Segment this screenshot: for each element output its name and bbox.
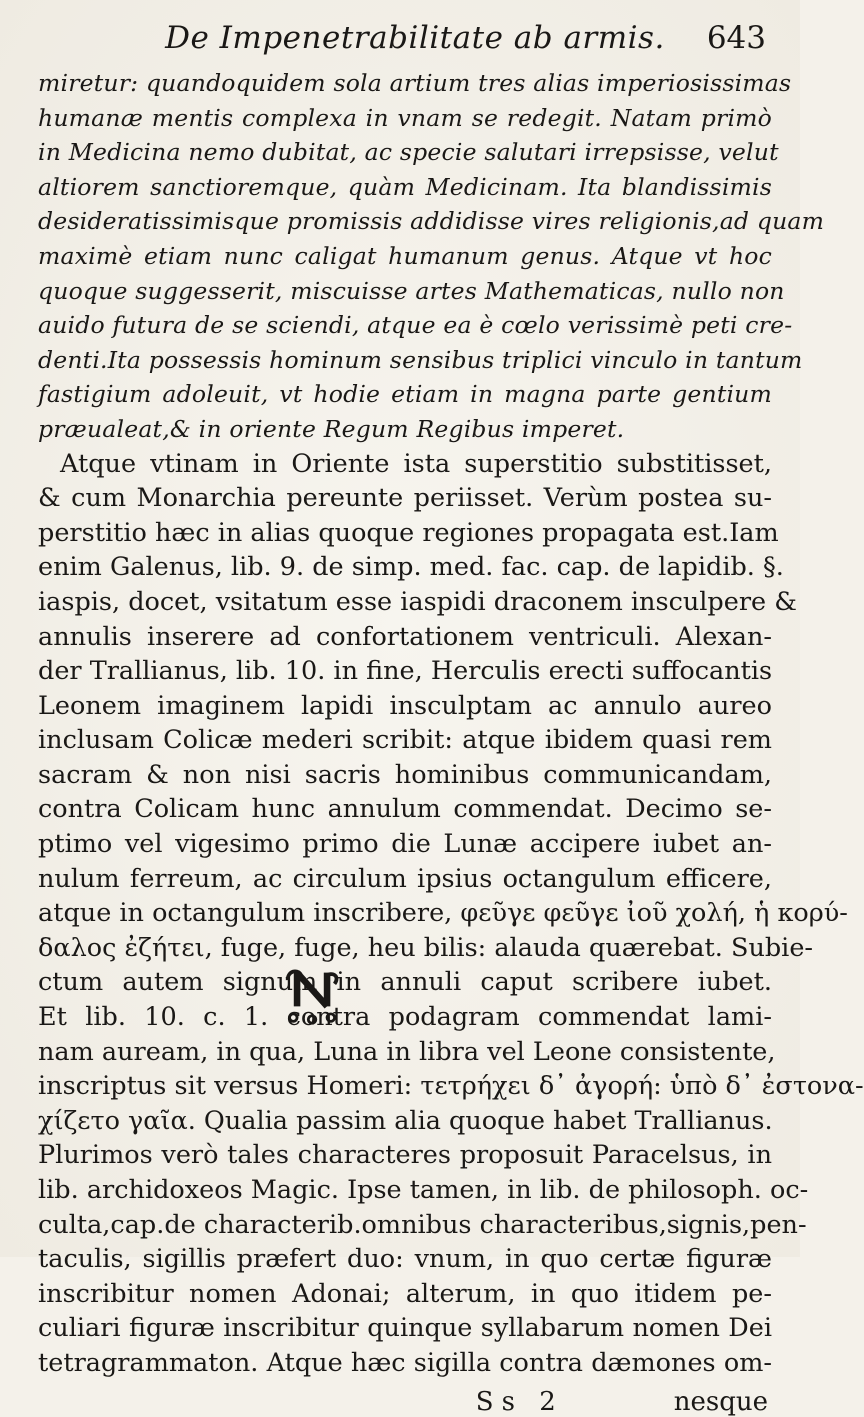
page-number: 643 xyxy=(706,20,766,56)
text-line: enim Galenus, lib. 9. de simp. med. fac. cap. de lapidib. §. xyxy=(38,552,784,583)
text-line: inclusam Colicæ mederi scribit: atque ibidem quasi rem xyxy=(38,725,772,756)
text-line: culiari figuræ inscribitur quinque syllabarum nomen Dei xyxy=(38,1313,772,1344)
text-line: ptimo vel vigesimo primo die Lunæ accipere iubet an- xyxy=(38,829,772,860)
text-line: Leonem imaginem lapidi insculptam ac annulo aureo xyxy=(38,690,772,721)
text-line: tetragrammaton. Atque hæc sigilla contra dæmones om- xyxy=(38,1347,772,1378)
text-line: fastigium adoleuit, vt hodie etiam in magna parte gentium xyxy=(38,380,772,409)
text-line: inscribitur nomen Adonai; alterum, in quo itidem pe- xyxy=(38,1278,772,1309)
text-line: contra Colicam hunc annulum commendat. Decimo se- xyxy=(38,794,772,825)
text-line: maximè etiam nunc caligat humanum genus. Atque vt hoc xyxy=(38,241,772,270)
text-line: Et lib. 10. c. 1. contra podagram commendat lami- xyxy=(38,1002,772,1033)
text-line: in Medicina nemo dubitat, ac specie salutari irrepsisse, velut xyxy=(38,138,779,167)
text-line: humanæ mentis complexa in vnam se redegit. Natam primò xyxy=(38,103,772,132)
text-line: denti.Ita possessis hominum sensibus triplici vinculo in tantum xyxy=(38,345,803,374)
text-line: annulis inserere ad confortationem ventriculi. Alexan- xyxy=(38,621,772,652)
text-line: inscriptus sit versus Homeri: τετρήχει δ᾽ ἀγορή: ὑπὸ δ᾽ ἐστονα- xyxy=(38,1071,864,1102)
page-footer xyxy=(38,1387,772,1417)
catchword: nesque xyxy=(673,1386,768,1417)
running-head: De Impenetrabilitate ab armis. xyxy=(165,20,665,56)
text-line: δαλος ἐζήτει, fuge, fuge, heu bilis: alauda quærebat. Subie- xyxy=(38,932,814,963)
text-line: præualeat,& in oriente Regum Regibus imperet. xyxy=(38,414,625,443)
text-line: perstitio hæc in alias quoque regiones propagata est.Iam xyxy=(38,517,779,548)
text-line: sacram & non nisi sacris hominibus communicandam, xyxy=(38,759,772,790)
text-line: lib. archidoxeos Magic. Ipse tamen, in lib. de philosoph. oc- xyxy=(38,1175,809,1205)
text-block xyxy=(38,66,864,1381)
signature-mark: Ss 2 xyxy=(475,1386,564,1417)
text-line: ctum autem signum in annuli caput scribere iubet. xyxy=(38,965,772,1000)
text-line: der Trallianus, lib. 10. in fine, Herculis erecti suffocantis xyxy=(38,656,773,687)
page-header xyxy=(38,20,772,66)
text-line: taculis, sigillis præfert duo: vnum, in quo certæ figuræ xyxy=(38,1244,772,1275)
text-line: & cum Monarchia pereunte periisset. Verùm postea su- xyxy=(38,483,772,514)
magic-monogram-icon xyxy=(282,967,344,1027)
text-line: nulum ferreum, ac circulum ipsius octangulum efficere, xyxy=(38,863,772,894)
text-line: desideratissimisque promissis addidisse vires religionis,ad quam xyxy=(38,207,825,236)
text-line: auido futura de se sciendi, atque ea è cœlo verissimè peti cre- xyxy=(38,311,793,340)
text-line: atque in octangulum inscribere, φεῦγε φεῦγε ἰοῦ χολή, ἡ κορύ- xyxy=(38,898,848,929)
text-line: miretur: quandoquidem sola artium tres alias imperiosissimas xyxy=(38,69,792,97)
text-line: Atque vtinam in Oriente ista superstitio substitisset, xyxy=(60,448,772,479)
text-line: χίζετο γαῖα. Qualia passim alia quoque habet Trallianus. xyxy=(38,1105,773,1136)
text-line: culta,cap.de characterib.omnibus characteribus,signis,pen- xyxy=(38,1209,807,1240)
text-line: iaspis, docet, vsitatum esse iaspidi draconem insculpere & xyxy=(38,586,797,617)
text-line: quoque suggesserit, miscuisse artes Mathematicas, nullo non xyxy=(38,276,785,305)
text-line: altiorem sanctioremque, quàm Medicinam. Ita blandissimis xyxy=(38,172,772,201)
text-line: nam auream, in qua, Luna in libra vel Leone consistente, xyxy=(38,1036,776,1067)
text-line: Plurimos verò tales characteres proposuit Paracelsus, in xyxy=(38,1140,772,1171)
